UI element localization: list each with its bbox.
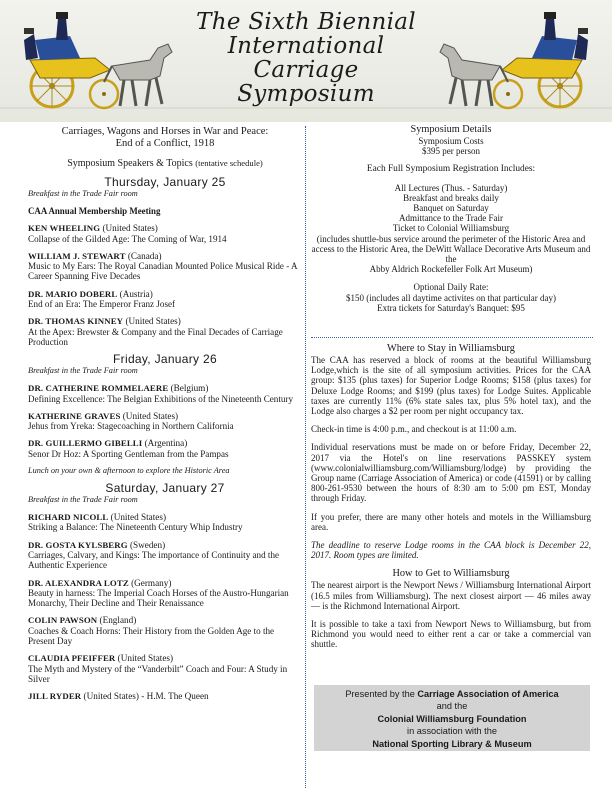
speaker-entry [28, 653, 302, 684]
speaker-entry [28, 383, 302, 404]
speaker-origin: (Germany) [128, 577, 172, 588]
speaker-entry [28, 691, 302, 701]
day-heading-thursday: Thursday, January 25 [104, 175, 226, 189]
speaker-origin: (United States) - H.M. The Queen [81, 691, 209, 702]
stay-intro: The CAA has reserved a block of rooms at the beautiful Williamsburg Lodge,which is the site of all symposium activities. Prices for the CAA group: $135 (plus taxes) for Superior Lodge Rooms; $158 (plus taxes) for Deluxe Lodge Rooms; and $199 (plus taxes) for Lodge Suites. Applicable taxes are currently 11% (6% state sales tax, plus 5% hotel tax), and the Lodge also charges a $2 per room per night occupancy tax. [311, 355, 591, 417]
speaker-topic: End of an Era: The Emperor Franz Josef [28, 299, 176, 310]
includes-heading: Each Full Symposium Registration Includes: [366, 164, 536, 175]
speaker-origin: (Austria) [117, 288, 153, 299]
banquet-tickets: Extra tickets for Saturday's Banquet: $95 [377, 302, 525, 313]
daily-rate: $150 (includes all daytime activites on that particular day) [346, 292, 556, 303]
speaker-topic: Senor Dr Hoz: A Sporting Gentleman from the Pampas [28, 448, 229, 459]
details-column [311, 124, 591, 313]
speaker-name: JILL RYDER [28, 691, 82, 702]
other-hotels: If you prefer, there are many other hotels and motels in the Williamsburg area. [311, 511, 591, 532]
speaker-entry [28, 223, 302, 244]
speaker-topic: Music to My Ears: The Royal Canadian Mounted Police Musical Ride - A Career Spanning Five Decades [28, 261, 298, 282]
title-line-3: Carriage [253, 57, 359, 83]
title-line-1: The Sixth Biennial [196, 9, 416, 35]
lodging-section [311, 343, 591, 650]
cost-value: $395 per person [422, 146, 480, 157]
speaker-entry [28, 512, 302, 533]
speaker-entry [28, 615, 302, 646]
speakers-column [28, 124, 302, 702]
speaker-name: WILLIAM J. STEWART [28, 250, 126, 261]
sponsor-box: Presented by the Carriage Association of America and the Colonial Williamsburg Foundation in association with the National Sporting Library & Museum [314, 685, 590, 751]
speaker-topic: Collapse of the Gilded Age: The Coming of War, 1914 [28, 233, 227, 244]
speaker-origin: (Canada) [125, 250, 162, 261]
speaker-topic: Jehus from Yreka: Stagecoaching in Northern California [28, 421, 234, 432]
speaker-origin: (Sweden) [127, 539, 166, 550]
page-title [170, 10, 442, 106]
checkin-times: Check-in time is 4:00 p.m., and checkout is at 11:00 a.m. [311, 424, 517, 435]
breakfast-note: Breakfast in the Trade Fair room [28, 495, 138, 505]
speaker-topic: Beauty in harness: The Imperial Coach Horses of the Austro-Hungarian Monarchy, Their Decline and Their Renaissance [28, 587, 289, 609]
speaker-name: DR. THOMAS KINNEY [28, 316, 124, 327]
includes-list: All Lectures (Thus. - Saturday) Breakfast and breaks daily Banquet on Saturday Admittance to the Trade Fair Ticket to Colonial Williamsburg (includes shuttle-bus service around the perimeter of the Historic Area and access to the Historic Area, the DeWitt Wallace Decorative Arts Museum and the Abby Aldrich Rockefeller Folk Art Museum) [311, 182, 591, 275]
speakers-heading: Symposium Speakers & Topics (tentative schedule) [67, 158, 263, 169]
speaker-entry [28, 438, 302, 459]
speaker-name: KATHERINE GRAVES [28, 410, 121, 421]
speaker-origin: (United States) [120, 410, 179, 421]
speaker-name: CLAUDIA PFEIFFER [28, 653, 116, 664]
caa-meeting: CAA Annual Membership Meeting [28, 206, 161, 216]
lunch-note: Lunch on your own & afternoon to explore the Historic Area [28, 466, 230, 476]
directions-heading: How to Get to Williamsburg [392, 568, 510, 580]
reservation-info: Individual reservations must be made on or before Friday, December 22, 2017 via the Hotel's on line reservations PASSKEY system (www.colonialwilliamsburg.com/Williamsburg/lodge) by providing the Group name (Carriage Association of America) or code (41591) or by calling 800-261-9530 between the hours of 8:30 am to 5:00 pm EST, Monday through Friday. [311, 442, 591, 504]
speaker-topic: Coaches & Coach Horns: Their History from the Golden Age to the Present Day [28, 625, 275, 647]
speaker-topic: Striking a Balance: The Nineteenth Century Whip Industry [28, 522, 243, 533]
speaker-topic: At the Apex: Brewster & Company and the Final Decades of Carriage Production [28, 326, 283, 347]
speaker-name: DR. ALEXANDRA LOTZ [28, 577, 129, 588]
speaker-entry [28, 251, 302, 282]
reservation-deadline: The deadline to reserve Lodge rooms in the CAA block is December 22, 2017. Room types are limited. [311, 540, 591, 561]
breakfast-note: Breakfast in the Trade Fair room [28, 189, 138, 198]
speaker-name: DR. CATHERINE ROMMELAERE [28, 383, 169, 394]
sponsor-caa: Carriage Association of America [417, 689, 559, 699]
speaker-entry [28, 289, 302, 310]
header-banner [0, 0, 612, 122]
speaker-entry [28, 411, 302, 432]
speaker-origin: (United States) [123, 316, 181, 327]
title-line-4: Symposium [237, 81, 375, 107]
sponsor-nslm: National Sporting Library & Museum [372, 738, 532, 749]
taxi-info: It is possible to take a taxi from Newport News to Williamsburg, but from Richmond you would need to either rent a car or take a commercial van shuttle. [311, 619, 591, 650]
section-divider [311, 337, 593, 338]
breakfast-note: Breakfast in the Trade Fair room [28, 366, 138, 376]
speaker-entry [28, 316, 302, 347]
sponsor-cwf: Colonial Williamsburg Foundation [377, 713, 527, 724]
symposium-theme: Carriages, Wagons and Horses in War and Peace: End of a Conflict, 1918 [61, 126, 269, 149]
day-heading-friday: Friday, January 26 [113, 352, 217, 367]
day-heading-saturday: Saturday, January 27 [105, 481, 225, 496]
speaker-entry [28, 540, 302, 571]
speaker-name: COLIN PAWSON [28, 615, 98, 626]
speaker-topic: Carriages, Calvary, and Kings: The importance of Continuity and the Authentic Experience [28, 549, 280, 571]
speaker-name: DR. GUILLERMO GIBELLI [28, 438, 143, 449]
costs-label: Symposium Costs [418, 136, 484, 146]
stay-heading: Where to Stay in Williamsburg [387, 343, 515, 354]
speaker-name: RICHARD NICOLL [28, 512, 109, 523]
speaker-entry [28, 578, 302, 609]
speaker-name: KEN WHEELING [28, 223, 101, 234]
speaker-origin: (United States) [100, 223, 158, 234]
speaker-name: DR. MARIO DOBERL [28, 288, 118, 299]
column-divider [305, 126, 306, 788]
speaker-origin: (England) [97, 615, 137, 626]
speaker-origin: (United States) [108, 512, 167, 523]
speaker-name: DR. GOSTA KYLSBERG [28, 539, 128, 550]
speaker-origin: (Belgium) [168, 383, 209, 394]
details-heading: Symposium Details [410, 124, 492, 135]
daily-rate-heading: Optional Daily Rate: [413, 282, 489, 293]
speaker-topic: The Myth and Mystery of the “Vanderbilt” Coach and Four: A Study in Silver [28, 663, 288, 684]
speaker-origin: (Argentina) [142, 438, 188, 449]
speaker-topic: Defining Excellence: The Belgian Exhibitions of the Nineteenth Century [28, 393, 293, 404]
title-line-2: International [227, 33, 385, 59]
airport-info: The nearest airport is the Newport News / Williamsburg International Airport (16.5 miles from Williamsburg). The next closest airport — 46 miles away — is the Richmond International Airport. [311, 580, 591, 611]
speaker-origin: (United States) [115, 653, 174, 664]
